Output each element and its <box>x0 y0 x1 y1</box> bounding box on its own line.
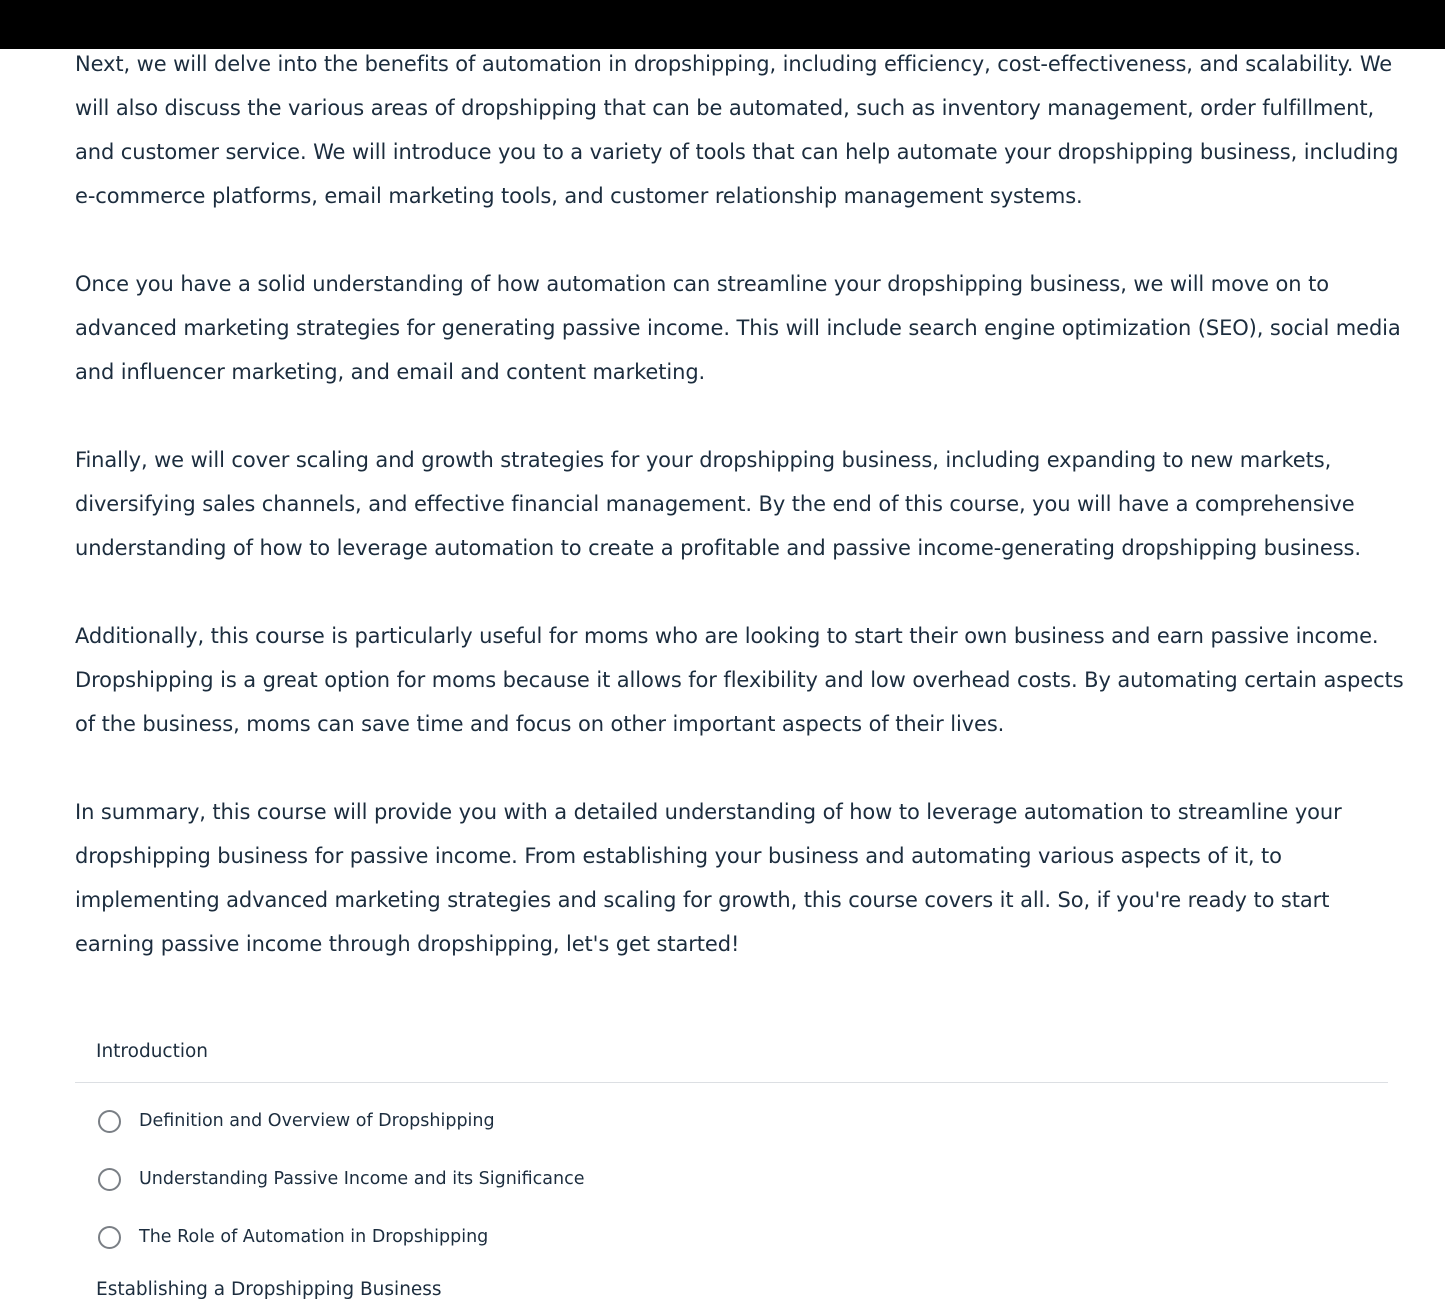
lesson-label: Understanding Passive Income and its Significance <box>139 1169 585 1189</box>
section-title-introduction[interactable]: Introduction <box>96 1041 209 1062</box>
description-paragraph: Additionally, this course is particularly useful for moms who are looking to start their own business and earn passive income. Dropshipping is a great option for moms because it allows for flexibility and low overhead costs. By automating certain aspects of the business, moms can save time and focus on other important aspects of their lives. <box>75 624 1404 736</box>
description-paragraph: Once you have a solid understanding of how automation can streamline your dropshipping business, we will move on to advanced marketing strategies for generating passive income. This will include search engine optimization (SEO), social media and influencer marketing, and email and content marketing. <box>75 272 1401 384</box>
description-paragraph: Finally, we will cover scaling and growth strategies for your dropshipping business, including expanding to new markets, diversifying sales channels, and effective financial management. By the end of this course, you will have a comprehensive understanding of how to leverage automation to create a profitable and passive income-generating dropshipping business. <box>75 448 1361 560</box>
lesson-label: Definition and Overview of Dropshipping <box>139 1111 495 1131</box>
lesson-list <box>75 1083 1388 1266</box>
course-description <box>75 42 1405 1010</box>
lesson-item[interactable] <box>75 1150 1388 1208</box>
lesson-status-circle-icon[interactable] <box>98 1226 121 1249</box>
course-curriculum <box>75 1030 1388 1312</box>
lesson-item[interactable] <box>75 1092 1388 1150</box>
lesson-label: The Role of Automation in Dropshipping <box>139 1227 489 1247</box>
description-paragraph: In summary, this course will provide you with a detailed understanding of how to leverage automation to streamline your dropshipping business for passive income. From establishing your business and automating various aspects of it, to implementing advanced marketing strategies and scaling for growth, this course covers it all. So, if you're ready to start earning passive income through dropshipping, let's get started! <box>75 800 1342 956</box>
section-title-establishing[interactable]: Establishing a Dropshipping Business <box>96 1279 442 1300</box>
lesson-status-circle-icon[interactable] <box>98 1110 121 1133</box>
lesson-status-circle-icon[interactable] <box>98 1168 121 1191</box>
description-paragraph: Next, we will delve into the benefits of automation in dropshipping, including efficiency, cost-effectiveness, and scalability. We will also discuss the various areas of dropshipping that can be automated, such as inventory management, order fulfillment, and customer service. We will introduce you to a variety of tools that can help automate your dropshipping business, including e-commerce platforms, email marketing tools, and customer relationship management systems. <box>75 52 1399 208</box>
lesson-item[interactable] <box>75 1208 1388 1266</box>
